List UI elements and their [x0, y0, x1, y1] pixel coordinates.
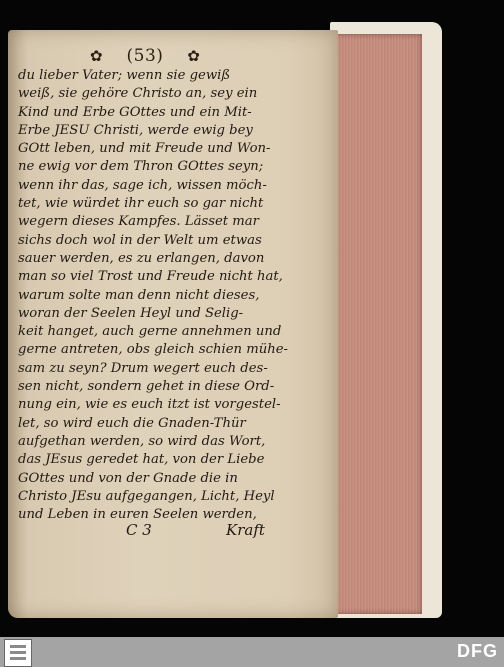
dfg-logo: DFG	[457, 641, 498, 661]
flower-ornament-icon: ✿	[187, 46, 200, 65]
library-logo-icon	[4, 639, 32, 667]
text-line: das JEsus geredet hat, von der Liebe	[18, 452, 265, 468]
text-line: sauer werden, es zu erlangen, davon	[18, 250, 265, 266]
text-line: tet, wie würdet ihr euch so gar nicht	[18, 196, 264, 212]
flower-ornament-icon: ✿	[90, 46, 103, 65]
page-edges	[330, 34, 422, 614]
page-header	[90, 44, 200, 68]
text-line: sam zu seyn? Drum wegert euch des-	[18, 360, 268, 376]
text-line: warum solte man denn nicht dieses,	[18, 287, 260, 303]
text-line: Christo JEsu aufgegangen, Licht, Heyl	[18, 488, 275, 504]
text-line: man so viel Trost und Freude nicht hat,	[18, 269, 283, 285]
text-line: und Leben in euren Seelen werden,	[18, 507, 257, 523]
text-line: let, so wird euch die Gnaden-Thür	[18, 415, 246, 431]
text-line: gerne antreten, obs gleich schien mühe-	[18, 342, 288, 358]
text-line: wenn ihr das, sage ich, wissen möch-	[18, 177, 267, 193]
text-line: ne ewig vor dem Thron GOttes seyn;	[18, 159, 264, 175]
text-line: weiß, sie gehöre Christo an, sey ein	[18, 86, 258, 102]
catchword: Kraft	[226, 521, 265, 539]
text-line: GOtt leben, und mit Freude und Won-	[18, 141, 271, 157]
text-line: GOttes und von der Gnade die in	[18, 470, 238, 486]
text-line: aufgethan werden, so wird das Wort,	[18, 433, 266, 449]
viewer-footer	[0, 637, 504, 667]
signature-mark: C 3	[126, 521, 152, 539]
page-number: (53)	[126, 46, 164, 66]
text-line: sichs doch wol in der Welt um etwas	[18, 232, 262, 248]
text-line: du lieber Vater; wenn sie gewiß	[18, 68, 231, 83]
text-line: woran der Seelen Heyl und Selig-	[18, 305, 244, 321]
text-line: Kind und Erbe GOttes und ein Mit-	[18, 104, 252, 120]
text-line: keit hanget, auch gerne annehmen und	[18, 324, 282, 340]
page-text	[18, 67, 288, 524]
text-line: wegern dieses Kampfes. Lässet mar	[18, 214, 259, 230]
text-line: nung ein, wie es euch itzt ist vorgestel-	[18, 397, 281, 413]
text-line: sen nicht, sondern gehet in diese Ord-	[18, 379, 275, 395]
text-line: Erbe JESU Christi, werde ewig bey	[18, 122, 253, 138]
